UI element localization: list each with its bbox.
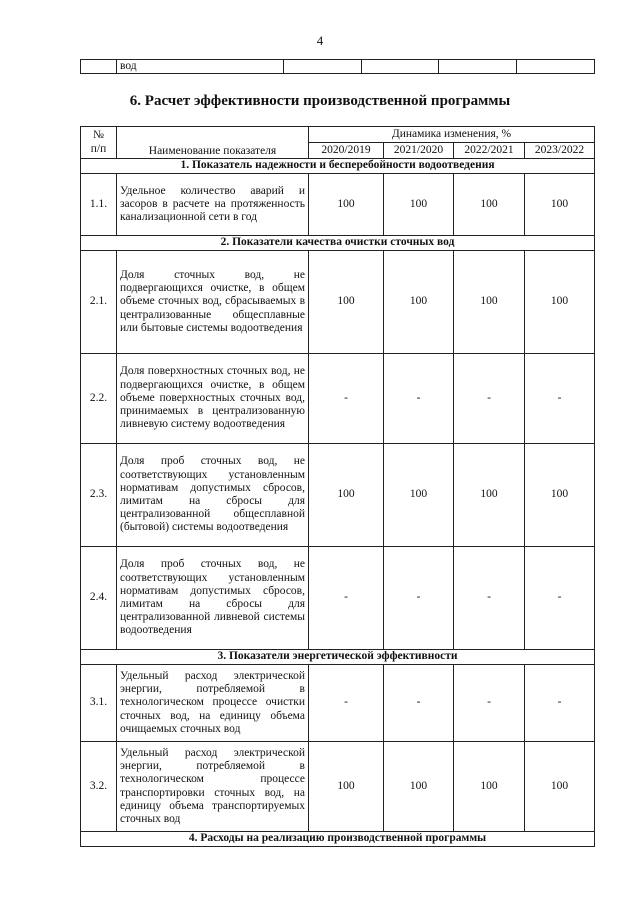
dynamics-value: - xyxy=(525,547,595,650)
dynamics-value: 100 xyxy=(309,444,384,547)
table-row xyxy=(81,742,595,832)
header-dynamics: Динамика изменения, % xyxy=(309,127,595,143)
dynamics-value: 100 xyxy=(525,444,595,547)
table-row xyxy=(81,547,595,650)
dynamics-value: - xyxy=(309,547,384,650)
fragment-num-cell xyxy=(81,60,117,74)
dynamics-value: 100 xyxy=(454,742,525,832)
row-number: 1.1. xyxy=(81,174,117,236)
dynamics-value: - xyxy=(384,665,454,742)
header-period: 2020/2019 xyxy=(309,143,384,159)
dynamics-value: 100 xyxy=(454,174,525,236)
section-title: 6. Расчет эффективности производственной программы xyxy=(129,93,511,109)
dynamics-value: 100 xyxy=(309,251,384,354)
row-number: 2.1. xyxy=(81,251,117,354)
row-number: 2.3. xyxy=(81,444,117,547)
dynamics-value: 100 xyxy=(309,174,384,236)
dynamics-value: 100 xyxy=(525,742,595,832)
dynamics-value: 100 xyxy=(525,251,595,354)
group-title: 3. Показатели энергетической эффективности xyxy=(81,650,595,665)
dynamics-value: - xyxy=(525,354,595,444)
dynamics-value: - xyxy=(525,665,595,742)
indicator-name: Доля проб сточных вод, не соответствующих установленным нормативам допустимых сбросов, лимитам на сбросы для централизованной ливневой системы водоотведения xyxy=(117,547,309,650)
group-title: 2. Показатели качества очистки сточных вод xyxy=(81,236,595,251)
dynamics-value: 100 xyxy=(454,444,525,547)
group-title: 1. Показатель надежности и бесперебойности водоотведения xyxy=(81,159,595,174)
table-row xyxy=(81,251,595,354)
indicator-name: Удельное количество аварий и засоров в расчете на протяженность канализационной сети в год xyxy=(117,174,309,236)
header-period: 2022/2021 xyxy=(454,143,525,159)
table-row xyxy=(81,444,595,547)
header-num-line1: № xyxy=(93,129,104,142)
efficiency-table xyxy=(80,126,595,847)
dynamics-value: 100 xyxy=(384,444,454,547)
table-row xyxy=(81,354,595,444)
dynamics-value: 100 xyxy=(525,174,595,236)
page-number: 4 xyxy=(316,33,324,48)
header-period: 2023/2022 xyxy=(525,143,595,159)
dynamics-value: - xyxy=(309,354,384,444)
dynamics-value: - xyxy=(454,547,525,650)
fragment-text-cell: вод xyxy=(117,60,284,74)
fragment-value-cell xyxy=(284,60,362,74)
row-number: 2.2. xyxy=(81,354,117,444)
header-num-line2: п/п xyxy=(90,142,107,155)
header-period: 2021/2020 xyxy=(384,143,454,159)
dynamics-value: 100 xyxy=(384,174,454,236)
fragment-value-cell xyxy=(517,60,595,74)
indicator-name: Доля поверхностных сточных вод, не подвергающихся очистке, в общем объеме поверхностных сточных вод, принимаемых в централизованную ливневую систему водоотведения xyxy=(117,354,309,444)
indicator-name: Удельный расход электрической энергии, потребляемой в технологическом процессе очистки сточных вод, на единицу объема очищаемых сточных вод xyxy=(117,665,309,742)
row-number: 2.4. xyxy=(81,547,117,650)
group-title: 4. Расходы на реализацию производственной программы xyxy=(81,832,595,847)
fragment-value-cell xyxy=(362,60,439,74)
dynamics-value: - xyxy=(454,665,525,742)
row-number: 3.2. xyxy=(81,742,117,832)
header-num xyxy=(81,127,117,159)
dynamics-value: 100 xyxy=(384,742,454,832)
indicator-name: Доля сточных вод, не подвергающихся очистке, в общем объеме сточных вод, сбрасываемых в централизованные общесплавные или бытовые системы водоотведения xyxy=(117,251,309,354)
header-name: Наименование показателя xyxy=(117,127,309,159)
row-number: 3.1. xyxy=(81,665,117,742)
dynamics-value: 100 xyxy=(309,742,384,832)
dynamics-value: - xyxy=(384,547,454,650)
table-row xyxy=(81,665,595,742)
indicator-name: Доля проб сточных вод, не соответствующих установленным нормативам допустимых сбросов, лимитам на сбросы для централизованной общесплавной (бытовой) системы водоотведения xyxy=(117,444,309,547)
dynamics-value: - xyxy=(454,354,525,444)
fragment-value-cell xyxy=(439,60,517,74)
table-row xyxy=(81,174,595,236)
dynamics-value: - xyxy=(384,354,454,444)
dynamics-value: 100 xyxy=(384,251,454,354)
indicator-name: Удельный расход электрической энергии, потребляемой в технологическом процессе транспортировки сточных вод, на единицу объема транспортируемых сточных вод xyxy=(117,742,309,832)
previous-table-fragment xyxy=(80,59,595,74)
dynamics-value: 100 xyxy=(454,251,525,354)
dynamics-value: - xyxy=(309,665,384,742)
